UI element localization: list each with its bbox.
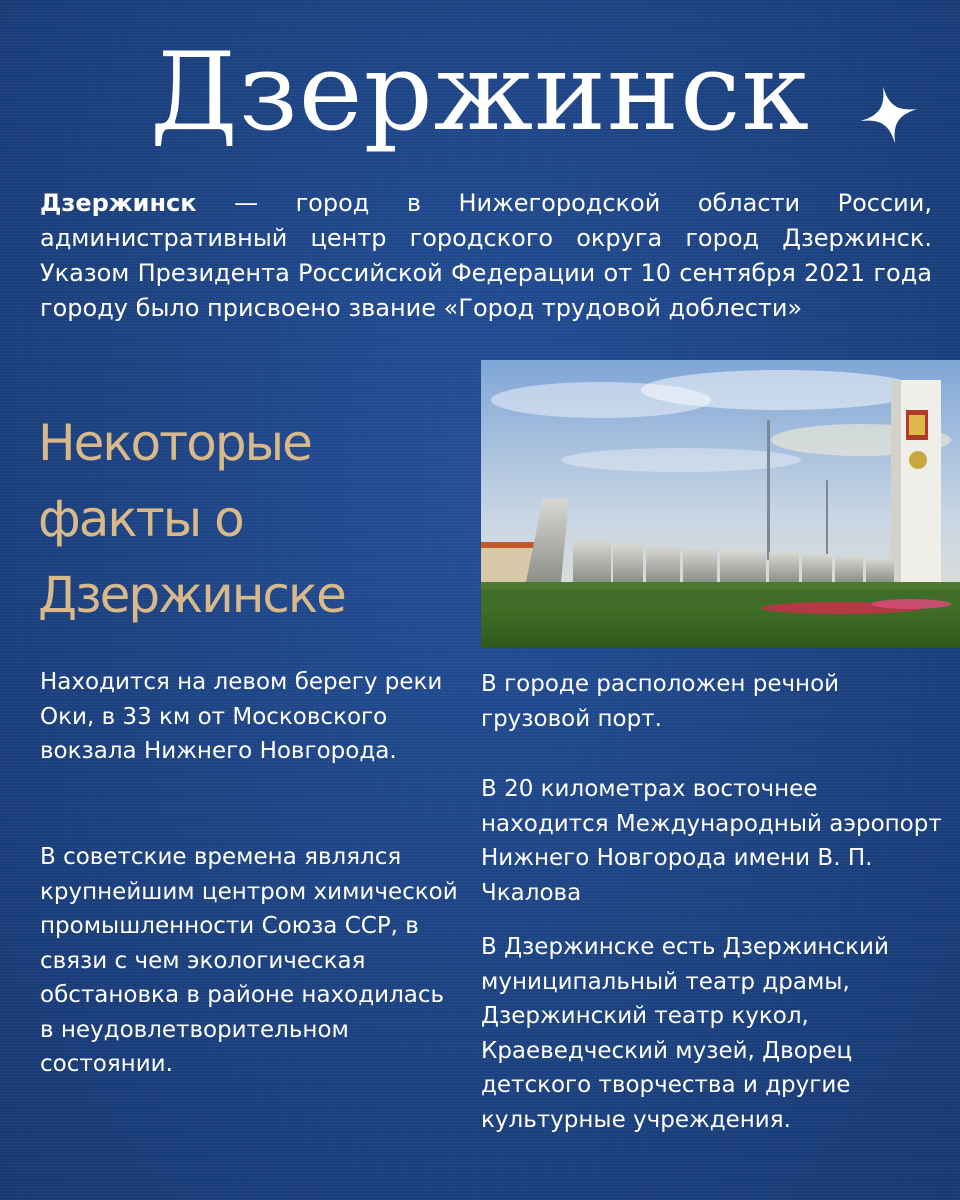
facts-heading-line-1: Некоторые bbox=[38, 414, 311, 472]
intro-paragraph bbox=[40, 186, 932, 326]
fact-airport: В 20 километрах восточнее находится Международный аэропорт Нижнего Новгорода имени В. П. Чкалова bbox=[481, 776, 942, 906]
city-sign-illustration bbox=[481, 360, 960, 648]
city-sign-photo bbox=[481, 360, 960, 648]
page-title: Дзержинск bbox=[149, 30, 811, 155]
fact-river-port: В городе расположен речной грузовой порт. bbox=[481, 671, 840, 732]
fact-chemical-industry: В советские времена являлся крупнейшим центром химической промышленности Союза ССР, в связи с чем экологическая обстановка в районе находилась в неудовлетворительном состоянии. bbox=[40, 844, 458, 1077]
facts-heading-line-3: Дзержинске bbox=[38, 566, 345, 624]
intro-term: Дзержинск bbox=[40, 189, 197, 217]
fact-location: Находится на левом берегу реки Оки, в 33 км от Московского вокзала Нижнего Новгорода. bbox=[40, 669, 443, 764]
intro-text: — город в Нижегородской области России, административный центр городского округа город Дзержинск. Указом Президента Российской Федерации от 10 сентября 2021 года городу было присвоено звание «Город трудовой доблести» bbox=[40, 189, 932, 322]
sparkle-icon bbox=[858, 84, 920, 146]
fact-culture: В Дзержинске есть Дзержинский муниципальный театр драмы, Дзержинский театр кукол, Краеведческий музей, Дворец детского творчества и другие культурные учреждения. bbox=[481, 934, 889, 1133]
facts-heading bbox=[38, 405, 458, 633]
facts-heading-line-2: факты о bbox=[38, 490, 243, 548]
